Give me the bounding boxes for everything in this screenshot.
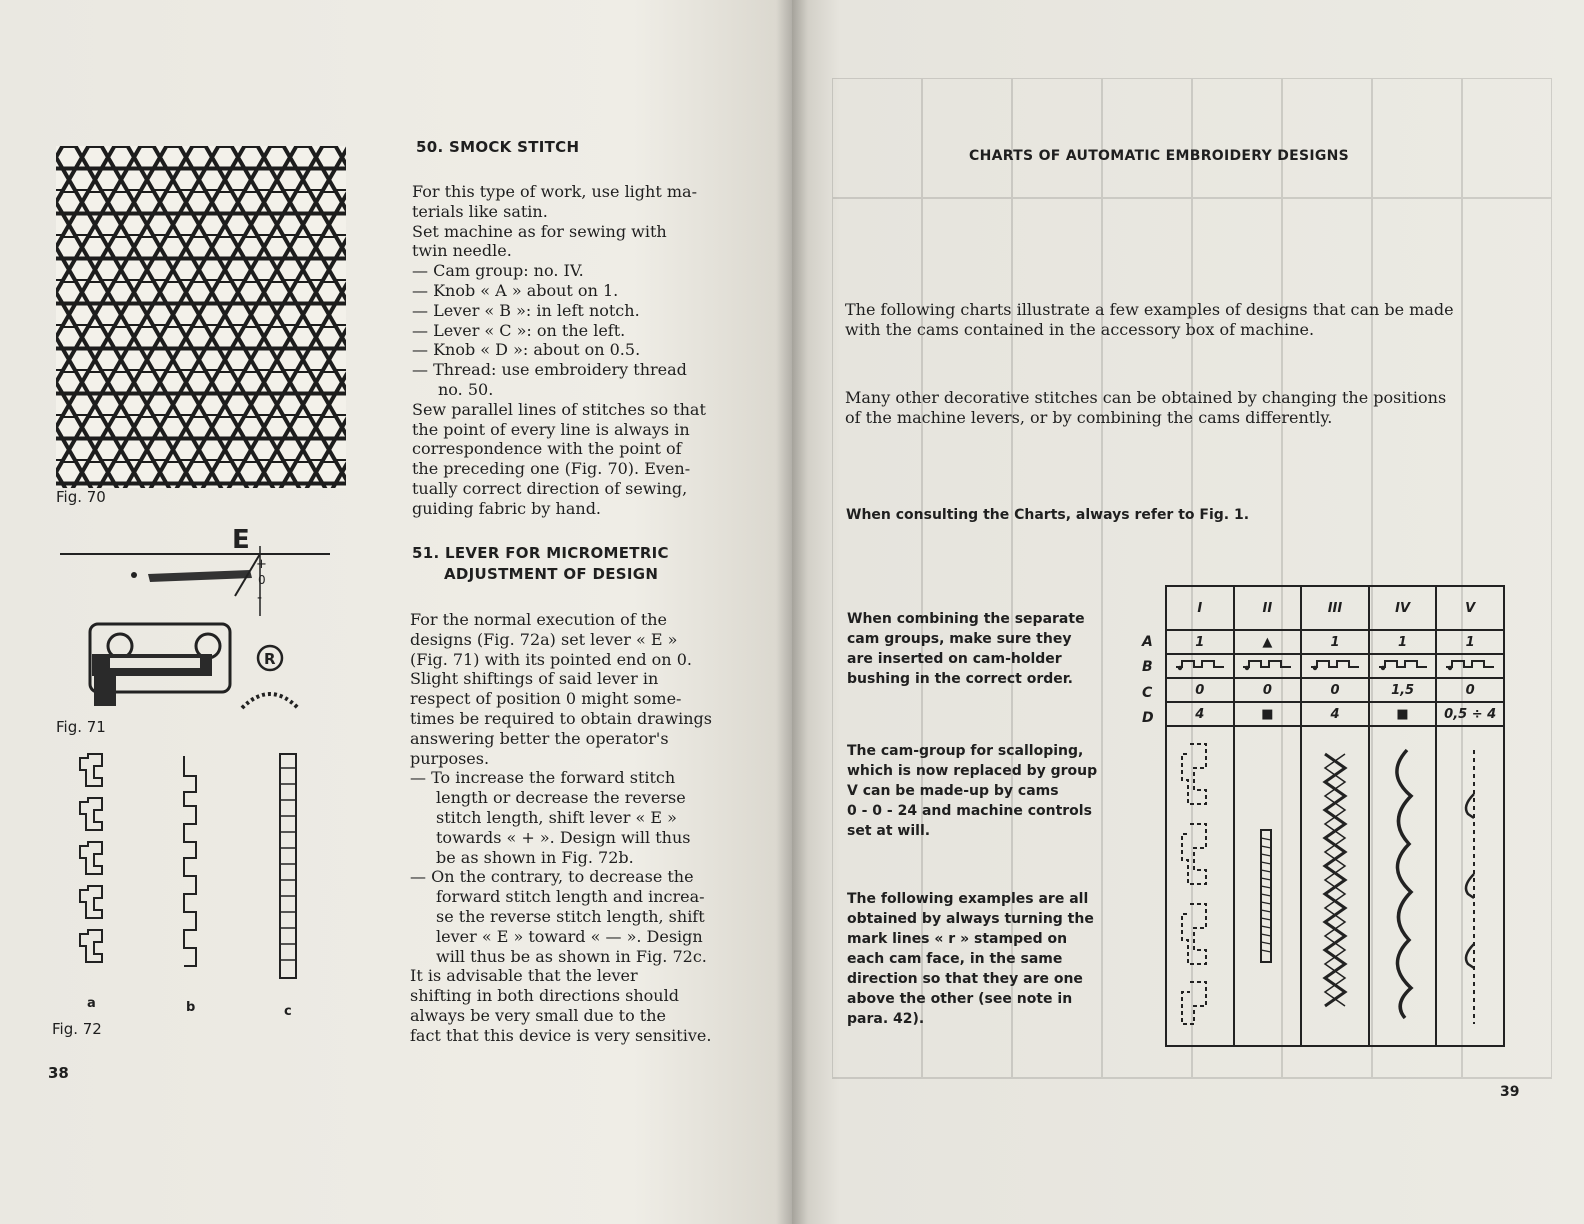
table-designs-row <box>1166 726 1504 1046</box>
text-line: tually correct direction of sewing, <box>412 478 688 498</box>
fig71-lever-letter: E <box>232 526 250 555</box>
cell-c-3: 0 <box>1301 678 1369 702</box>
text-line: — Knob « D »: about on 0.5. <box>412 340 641 360</box>
text-line: of the machine levers, or by combining the cams differently. <box>845 407 1333 427</box>
cell-a-4: 1 <box>1369 630 1437 654</box>
cell-d-5: 0,5 ÷ 4 <box>1436 702 1504 726</box>
cell-b-notch-icon <box>1166 654 1234 678</box>
book-gutter-shadow <box>776 0 808 1224</box>
intro-paragraph-2 <box>845 388 1525 428</box>
text-line: V can be made-up by cams <box>847 783 1059 799</box>
text-line: set at will. <box>847 823 931 839</box>
cell-a-1: 1 <box>1166 630 1234 654</box>
fig72-a-label: a <box>87 996 96 1011</box>
text-line: length or decrease the reverse <box>436 788 686 808</box>
text-line: stitch length, shift lever « E » <box>436 807 677 827</box>
consult-note: When consulting the Charts, always refer to Fig. 1. <box>846 507 1250 523</box>
design-iv-pattern <box>1373 734 1433 1034</box>
cell-b-notch-icon <box>1301 654 1369 678</box>
fig71-label: Fig. 71 <box>56 718 106 736</box>
cell-c-1: 0 <box>1166 678 1234 702</box>
text-line: — Knob « A » about on 1. <box>412 280 619 300</box>
column-header-3: III <box>1301 586 1369 630</box>
fig71-zero-mark: 0 <box>258 573 266 587</box>
text-line: (Fig. 71) with its pointed end on 0. <box>410 649 692 669</box>
design-cell-3 <box>1301 726 1369 1046</box>
text-line: mark lines « r » stamped on <box>847 931 1068 947</box>
intro-paragraph-1 <box>845 300 1525 340</box>
row-label-b: B <box>1142 659 1153 675</box>
text-line: forward stitch length and increa- <box>436 887 705 907</box>
design-iii-pattern <box>1305 734 1365 1034</box>
text-line: which is now replaced by group <box>847 763 1098 779</box>
text-line: Many other decorative stitches can be obtained by changing the positions <box>845 388 1447 407</box>
row-label-a: A <box>1142 634 1153 650</box>
text-line: guiding fabric by hand. <box>412 498 602 518</box>
column-header-5: V <box>1436 586 1504 630</box>
right-page-title: CHARTS OF AUTOMATIC EMBROIDERY DESIGNS <box>969 148 1350 164</box>
text-line: respect of position 0 might some- <box>410 689 682 709</box>
column-header-4: IV <box>1369 586 1437 630</box>
design-cell-1 <box>1166 726 1234 1046</box>
text-line: para. 42). <box>847 1011 925 1027</box>
section50-title: 50. SMOCK STITCH <box>416 138 580 156</box>
text-line: towards « + ». Design will thus <box>436 827 691 847</box>
cell-b-notch-icon <box>1369 654 1437 678</box>
text-line: answering better the operator's <box>410 728 669 748</box>
text-line: times be required to obtain drawings <box>410 708 713 728</box>
table-row-a <box>1166 630 1504 654</box>
side-note-1 <box>847 609 1117 689</box>
section51-title-line1: 51. LEVER FOR MICROMETRIC <box>412 544 669 562</box>
text-line: designs (Fig. 72a) set lever « E » <box>410 629 678 649</box>
fig71-minus-mark: - <box>257 590 263 606</box>
cell-a-2: ▲ <box>1234 630 1302 654</box>
side-note-2 <box>847 741 1117 841</box>
table-row-b <box>1166 654 1504 678</box>
cell-c-2: 0 <box>1234 678 1302 702</box>
cell-a-5: 1 <box>1436 630 1504 654</box>
text-line: Sew parallel lines of stitches so that <box>412 399 706 419</box>
fig70-label: Fig. 70 <box>56 488 106 506</box>
text-line: the preceding one (Fig. 70). Even- <box>412 459 691 479</box>
table-row-d <box>1166 702 1504 726</box>
text-line: For this type of work, use light ma- <box>412 182 697 201</box>
cell-b-notch-icon <box>1436 654 1504 678</box>
fig71-r-mark: R <box>264 650 276 668</box>
text-line: will thus be as shown in Fig. 72c. <box>436 946 707 966</box>
column-header-2: II <box>1234 586 1302 630</box>
fig72-b-label: b <box>186 1000 196 1015</box>
text-line: obtained by always turning the <box>847 911 1094 927</box>
row-label-c: C <box>1142 685 1153 701</box>
fig71-dial-diagram <box>80 618 305 714</box>
text-line: are inserted on cam-holder <box>847 651 1062 667</box>
fig72-design-patterns <box>72 748 312 988</box>
text-line: lever « E » toward « — ». Design <box>436 926 703 946</box>
text-line: 0 - 0 - 24 and machine controls <box>847 803 1092 819</box>
text-line: always be very small due to the <box>410 1005 666 1025</box>
design-cell-4 <box>1369 726 1437 1046</box>
text-line: — Lever « B »: in left notch. <box>412 300 640 320</box>
side-note-3 <box>847 889 1117 1029</box>
text-line: fact that this device is very sensitive. <box>410 1025 712 1045</box>
text-line: For the normal execution of the <box>410 610 668 629</box>
cell-d-1: 4 <box>1166 702 1234 726</box>
text-line: It is advisable that the lever <box>410 966 638 986</box>
cell-c-5: 0 <box>1436 678 1504 702</box>
text-line: Slight shiftings of said lever in <box>410 669 659 689</box>
text-line: twin needle. <box>412 241 512 261</box>
fig71-plus-mark: + <box>256 557 267 572</box>
section51-body <box>410 610 722 1046</box>
section50-body <box>412 182 722 519</box>
text-line: terials like satin. <box>412 201 548 221</box>
design-ii-pattern <box>1237 734 1297 1034</box>
cell-d-2: ■ <box>1234 702 1302 726</box>
design-i-pattern <box>1170 734 1230 1034</box>
text-line: — Lever « C »: on the left. <box>412 320 626 340</box>
text-line: with the cams contained in the accessory box of machine. <box>845 319 1315 339</box>
text-line: — Thread: use embroidery thread <box>412 360 687 380</box>
page-number-left: 38 <box>48 1064 69 1082</box>
text-line: When combining the separate <box>847 611 1085 627</box>
text-line: each cam face, in the same <box>847 951 1063 967</box>
cam-settings-table <box>1165 585 1505 1047</box>
design-cell-2 <box>1234 726 1302 1046</box>
text-line: shifting in both directions should <box>410 986 679 1006</box>
text-line: Set machine as for sewing with <box>412 221 667 241</box>
text-line: The cam-group for scalloping, <box>847 743 1084 759</box>
row-label-d: D <box>1142 710 1154 726</box>
text-line: bushing in the correct order. <box>847 671 1073 687</box>
design-cell-5 <box>1436 726 1504 1046</box>
page-number-right: 39 <box>1500 1084 1520 1100</box>
text-line: — On the contrary, to decrease the <box>410 867 694 887</box>
text-line: above the other (see note in <box>847 991 1073 1007</box>
text-line: correspondence with the point of <box>412 439 682 459</box>
text-line: direction so that they are one <box>847 971 1083 987</box>
cell-b-notch-icon <box>1234 654 1302 678</box>
text-line: The following charts illustrate a few examples of designs that can be made <box>845 300 1454 319</box>
text-line: — Cam group: no. IV. <box>412 261 584 281</box>
text-line: purposes. <box>410 748 490 768</box>
text-line: The following examples are all <box>847 891 1089 907</box>
cell-d-3: 4 <box>1301 702 1369 726</box>
fig72-c-label: c <box>284 1004 292 1019</box>
text-line: — To increase the forward stitch <box>410 768 676 788</box>
design-v-pattern <box>1440 734 1500 1034</box>
text-line: cam groups, make sure they <box>847 631 1072 647</box>
cell-d-4: ■ <box>1369 702 1437 726</box>
section51-title-line2: ADJUSTMENT OF DESIGN <box>444 565 659 583</box>
text-line: be as shown in Fig. 72b. <box>436 847 634 867</box>
text-line: the point of every line is always in <box>412 419 690 439</box>
cell-a-3: 1 <box>1301 630 1369 654</box>
text-line: se the reverse stitch length, shift <box>436 906 705 926</box>
text-line: no. 50. <box>438 379 494 399</box>
table-row-c <box>1166 678 1504 702</box>
fig72-label: Fig. 72 <box>52 1020 102 1038</box>
table-header-row <box>1166 586 1504 630</box>
column-header-1: I <box>1166 586 1234 630</box>
cell-c-4: 1,5 <box>1369 678 1437 702</box>
fig70-smock-illustration <box>56 146 346 488</box>
right-page <box>792 0 1584 1224</box>
